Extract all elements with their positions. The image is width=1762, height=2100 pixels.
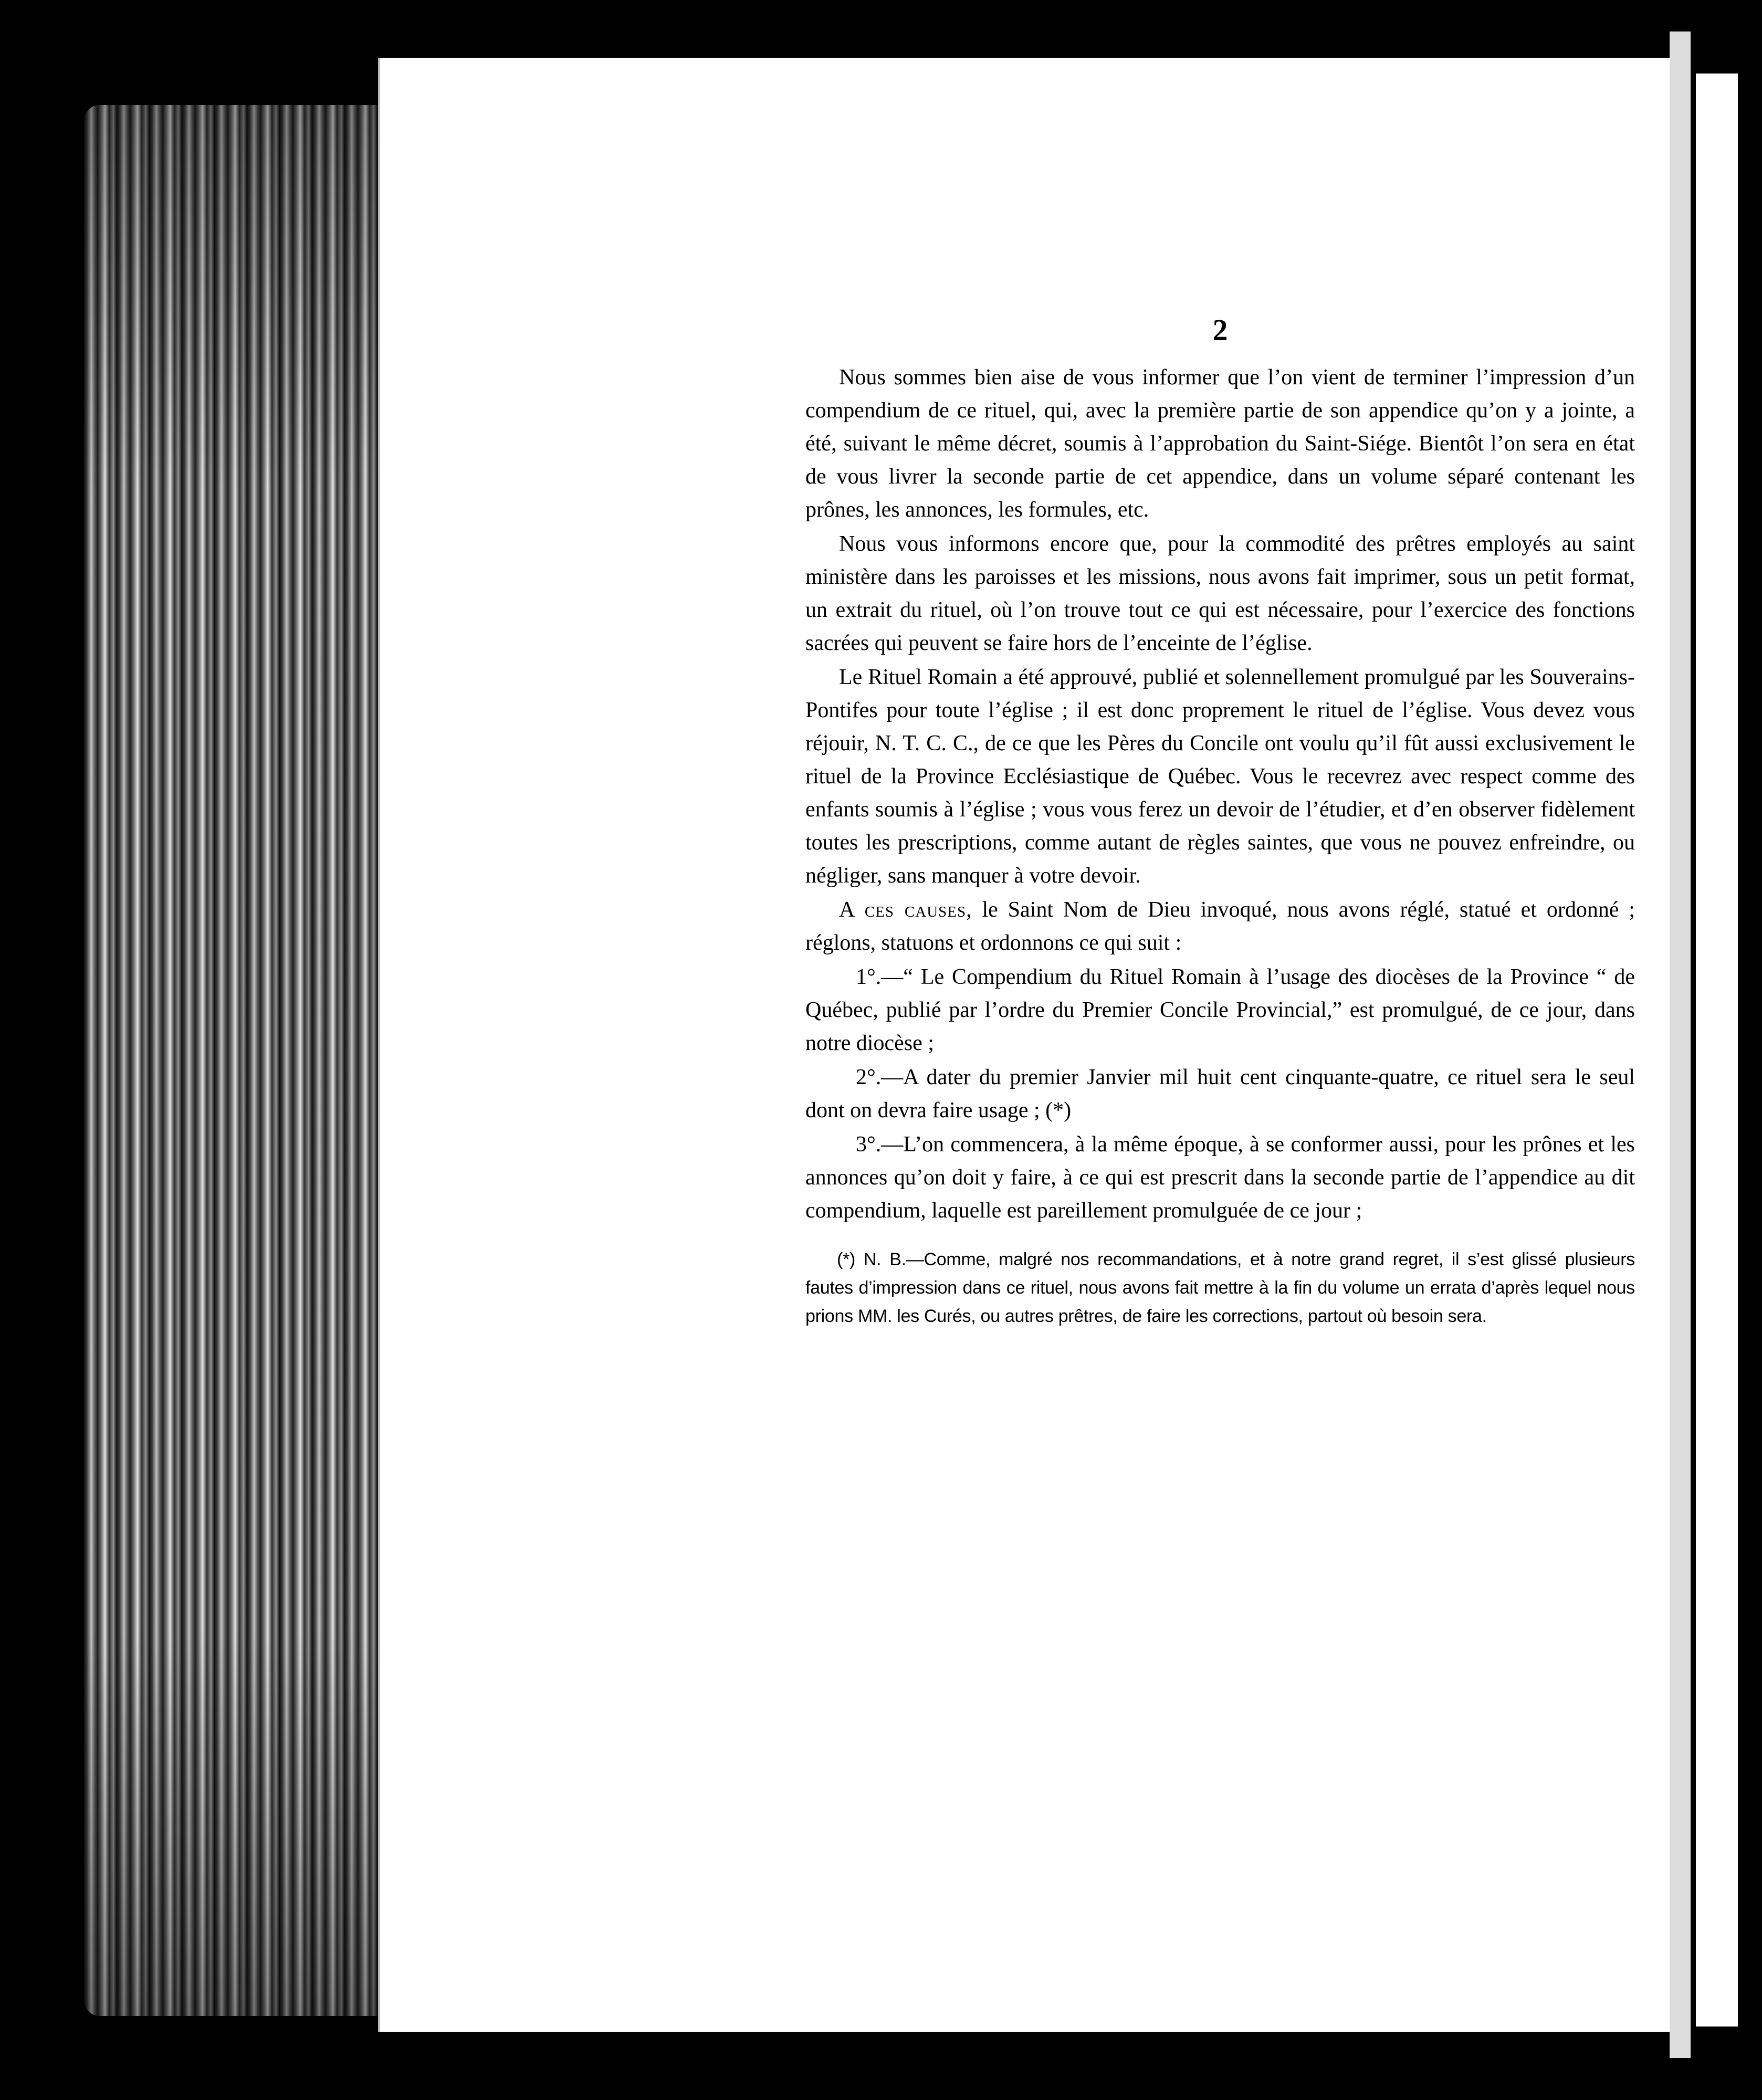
item-1: 1°.—“ Le Compendium du Rituel Romain à l’usage des diocèses de la Province “ de Québec, publié par l’ordre du Premier Concile Provincial,” est promulgué, de ce jour, dans notre diocèse ;	[805, 965, 1635, 1055]
next-page-edge	[1670, 32, 1691, 2058]
paragraph-a-ces-causes	[805, 894, 1635, 960]
footnote: (*) N. B.—Comme, malgré nos recommandations, et à notre grand regret, il s’est glissé plusieurs fautes d’impression dans ce rituel, nous avons fait mettre à la fin du volume un errata d’après lequel nous prions MM. les Curés, ou autres prêtres, de faire les corrections, partout où besoin sera.	[805, 1250, 1635, 1326]
item-3: 3°.—L’on commencera, à la même époque, à se conformer aussi, pour les prônes et les annonces qu’on doit y faire, à ce qui est prescrit dans la seconde partie de l’appendice au dit compendium, laquelle est pareillement promulguée de ce jour ;	[805, 1132, 1635, 1223]
item-2: 2°.—A dater du premier Janvier mil huit cent cinquante-quatre, ce rituel sera le seul dont on devra faire usage ; (*)	[805, 1065, 1635, 1122]
paragraph-extrait: Nous vous informons encore que, pour la commodité des prêtres employés au saint ministère dans les paroisses et les missions, nous avons fait imprimer, sous un petit format, un extrait du rituel, où l’on trouve tout ce qui est nécessaire, pour l’exercice des fonctions sacrées qui peuvent se faire hors de l’enceinte de l’église.	[805, 532, 1635, 655]
paragraph-rituel-romain: Le Rituel Romain a été approuvé, publié et solennellement promulgué par les Souverains-Pontifes pour toute l’église ; il est donc proprement le rituel de l’église. Vous devez vous réjouir, N. T. C. C., de ce que les Pères du Concile ont voulu qu’il fût aussi exclusivement le rituel de la Province Ecclésiastique de Québec. Vous le recevrez avec respect comme des enfants soumis à l’église ; vous vous ferez un devoir de l’étudier, et d’en observer fidèlement toutes les prescriptions, comme autant de règles saintes, que vous ne pouvez enfreindre, ou négliger, sans manquer à votre devoir.	[805, 665, 1635, 888]
a-ces-causes-label: A ces causes,	[839, 898, 972, 922]
paragraph-compendium: Nous sommes bien aise de vous informer que l’on vient de terminer l’impression d’un compendium de ce rituel, qui, avec la première partie de son appendice qu’on y a jointe, a été, suivant le même décret, soumis à l’approbation du Saint-Siége. Bientôt l’on sera en état de vous livrer la seconde partie de cet appendice, dans un volume séparé contenant les prônes, les annonces, les formules, etc.	[805, 365, 1635, 522]
next-page-sliver	[1696, 74, 1738, 2026]
page-text-block	[805, 313, 1635, 1348]
book-page-edges-shadow	[84, 105, 399, 2016]
page-number: 2	[1212, 313, 1228, 347]
a-ces-causes-text: le Saint Nom de Dieu invoqué, nous avons réglé, statué et ordonné ; réglons, statuons et ordonnons ce qui suit :	[805, 898, 1635, 955]
